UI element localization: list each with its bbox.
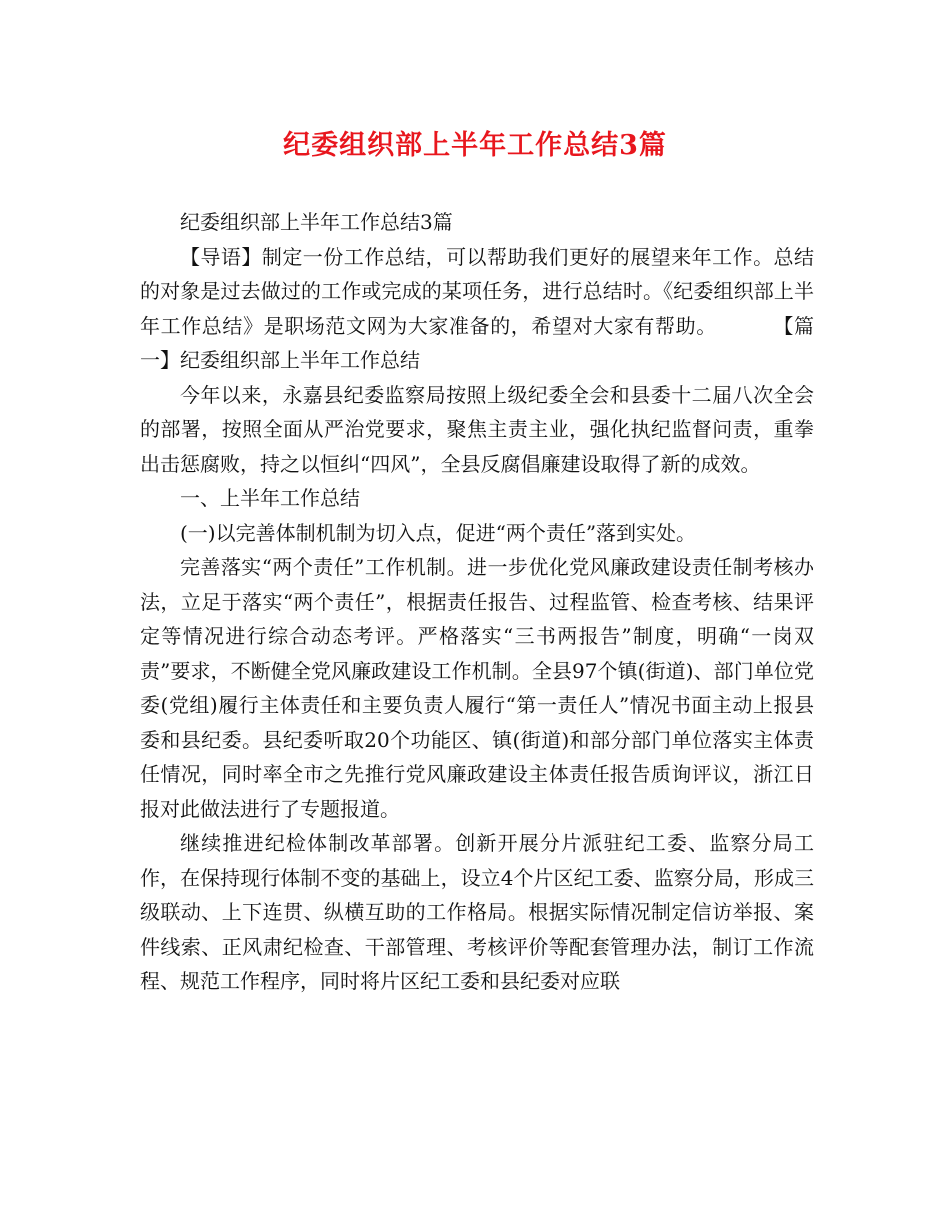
paragraph-system-reform: 继续推进纪检体制改革部署。创新开展分片派驻纪工委、监察分局工作，在保持现行体制不变的基础上，设立4个片区纪工委、监察分局，形成三级联动、上下连贯、纵横互助的工作格局。根据实际情况制定信访举报、案件线索、正风肃纪检查、干部管理、考核评价等配套管理办法，制订工作流程、规范工作程序，同时将片区纪工委和县纪委对应联 <box>140 831 814 993</box>
intro-text: 【导语】制定一份工作总结，可以帮助我们更好的展望来年工作。总结的对象是过去做过的工作或完成的某项任务，进行总结时。《纪委组织部上半年工作总结》是职场范文网为大家准备的，希望对大家有帮助。 <box>140 244 814 338</box>
paragraph-overview: 今年以来，永嘉县纪委监察局按照上级纪委全会和县委十二届八次全会的部署，按照全面从严治党要求，聚焦主责主业，强化执纪监督问责，重拳出击惩腐败，持之以恒纠“四风”，全县反腐倡廉建设取得了新的成效。 <box>140 382 814 476</box>
paragraph-heading-repeat: 纪委组织部上半年工作总结3篇 <box>180 210 453 234</box>
paragraph-responsibility-mechanism: 完善落实“两个责任”工作机制。进一步优化党风廉政建设责任制考核办法，立足于落实“两个责任”，根据责任报告、过程监管、检查考核、结果评定等情况进行综合动态考评。严格落实“三书两报告”制度，明确“一岗双责”要求，不断健全党风廉政建设工作机制。全县97个镇(街道)、部门单位党委(党组)履行主体责任和主要负责人履行“第一责任人”情况书面主动上报县委和县纪委。县纪委听取20个功能区、镇(街道)和部分部门单位落实主体责任情况，同时率全市之先推行党风廉政建设主体责任报告质询评议，浙江日报对此做法进行了专题报道。 <box>140 555 814 821</box>
subsection-heading-1: (一)以完善体制机制为切入点，促进“两个责任”落到实处。 <box>180 520 697 545</box>
section-heading-summary: 一、上半年工作总结 <box>180 486 360 510</box>
document-title: 纪委组织部上半年工作总结3篇 <box>283 130 667 161</box>
paragraph-intro <box>140 240 814 378</box>
section-heading-part-one: 【篇一】纪委组织部上半年工作总结 <box>140 313 815 372</box>
document-body <box>140 205 814 999</box>
